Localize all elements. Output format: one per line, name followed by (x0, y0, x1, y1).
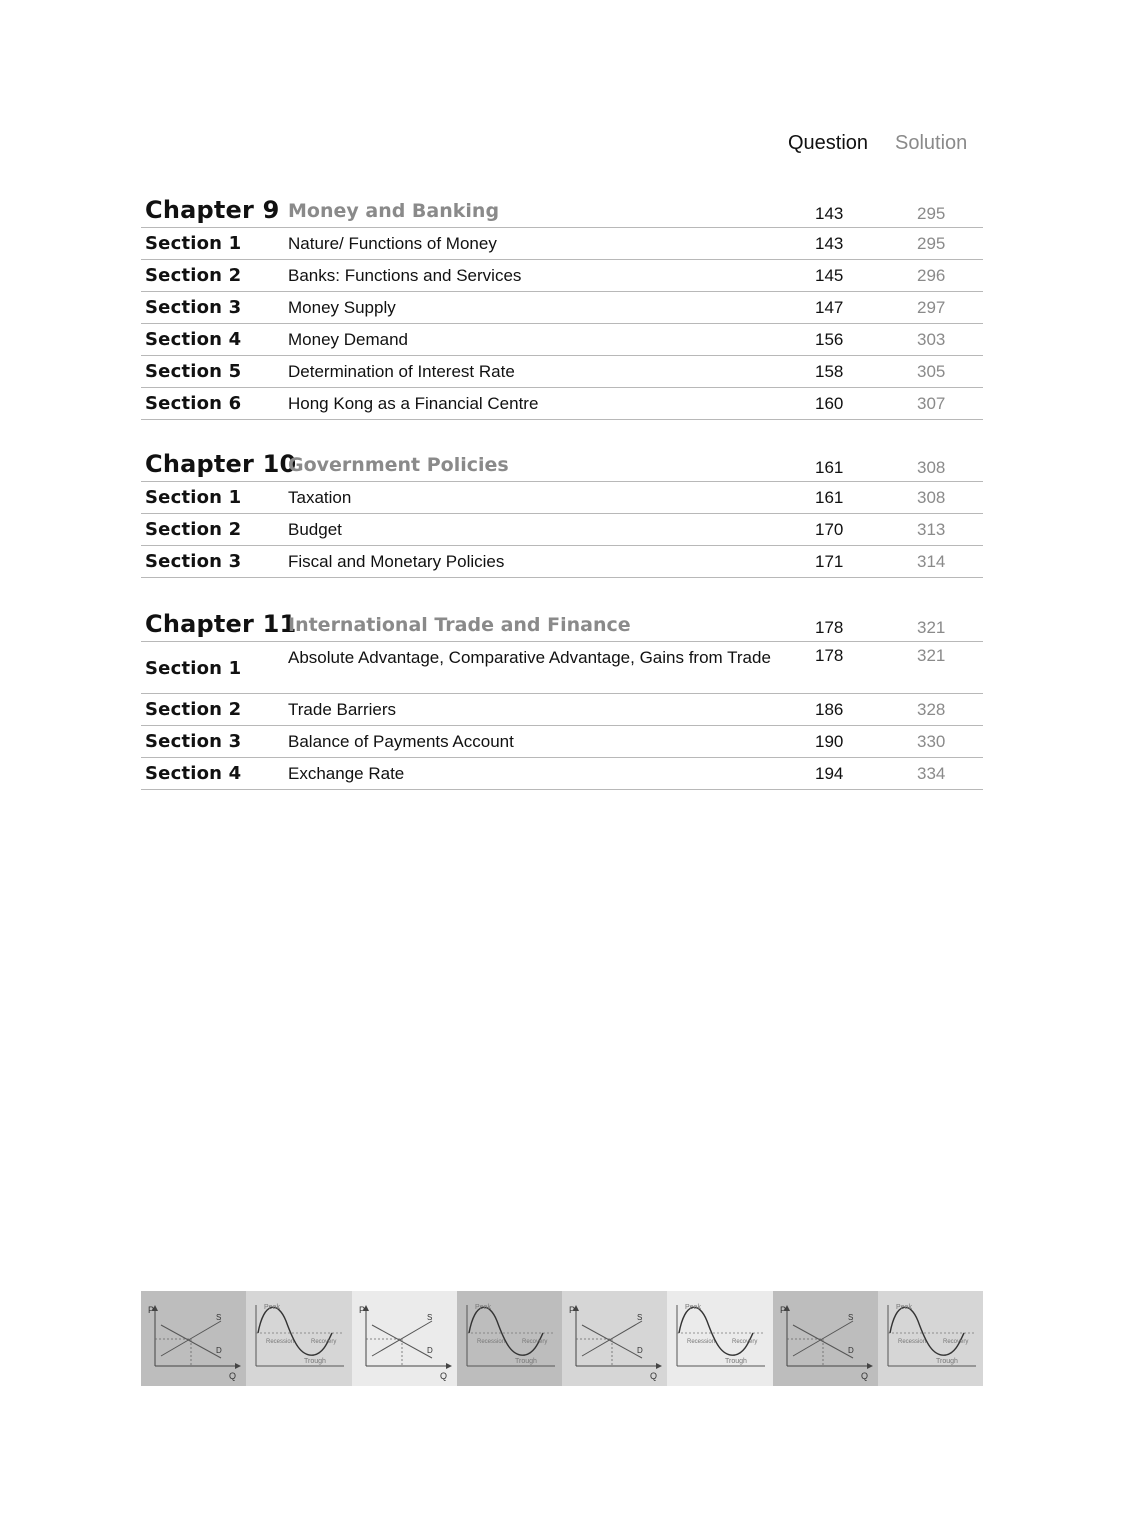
section-title: Hong Kong as a Financial Centre (288, 394, 539, 413)
section-title: Trade Barriers (288, 700, 397, 719)
chapter-title: International Trade and Finance (288, 614, 631, 636)
supply-demand-graph-icon (352, 1291, 457, 1386)
question-page: 170 (815, 519, 844, 539)
section-title: Balance of Payments Account (288, 732, 514, 751)
supply-demand-graph-tile (773, 1291, 878, 1386)
section-label: Section 1 (145, 487, 242, 508)
business-cycle-graph-tile (878, 1291, 983, 1386)
question-page: 178 (815, 646, 844, 665)
section-label: Section 4 (145, 763, 242, 784)
section-row[interactable] (141, 292, 983, 324)
supply-demand-graph-icon (773, 1291, 878, 1386)
solution-page: 295 (917, 204, 946, 223)
supply-demand-graph-tile (141, 1291, 246, 1386)
section-label: Section 3 (145, 297, 242, 318)
section-label: Section 4 (145, 329, 242, 350)
question-page: 145 (815, 265, 844, 285)
question-page: 186 (815, 699, 844, 719)
section-title: Nature/ Functions of Money (288, 234, 497, 253)
question-page: 158 (815, 361, 844, 381)
chapter-label: Chapter 9 (145, 196, 280, 224)
supply-label: S (847, 1313, 853, 1322)
supply-demand-graph-tile (352, 1291, 457, 1386)
business-cycle-graph-icon (457, 1291, 562, 1386)
column-headers (780, 132, 985, 162)
recession-label: Recession (687, 1339, 716, 1345)
solution-page: 328 (917, 699, 946, 719)
chapter-heading-row[interactable] (141, 449, 983, 482)
supply-label: S (637, 1313, 643, 1322)
solution-page: 305 (917, 361, 946, 381)
supply-label: S (426, 1313, 432, 1322)
solution-page: 303 (917, 329, 946, 349)
section-row[interactable] (141, 546, 983, 578)
chapter-label: Chapter 11 (145, 610, 297, 638)
recovery-label: Recovery (732, 1339, 758, 1345)
section-title: Fiscal and Monetary Policies (288, 552, 505, 571)
solution-page: 307 (917, 393, 946, 413)
question-page: 178 (815, 618, 844, 637)
section-row[interactable] (141, 758, 983, 790)
question-page: 171 (815, 551, 844, 571)
price-axis-label: P (569, 1305, 576, 1315)
quantity-axis-label: Q (650, 1371, 658, 1381)
peak-label: Peak (264, 1304, 281, 1311)
solution-column-header: Solution (895, 132, 968, 154)
recovery-label: Recovery (521, 1339, 548, 1345)
supply-demand-graph-icon (141, 1291, 246, 1386)
solution-page: 334 (917, 763, 946, 783)
peak-label: Peak (895, 1304, 912, 1311)
trough-label: Trough (725, 1358, 748, 1365)
chapter-label: Chapter 10 (145, 450, 297, 478)
question-page: 161 (815, 487, 844, 507)
price-axis-label: P (779, 1305, 786, 1315)
business-cycle-graph-tile (667, 1291, 772, 1386)
recession-label: Recession (266, 1339, 295, 1345)
recession-label: Recession (897, 1339, 926, 1345)
section-row[interactable] (141, 514, 983, 546)
section-label: Section 3 (145, 551, 242, 572)
demand-label: D (637, 1346, 643, 1355)
solution-page: 296 (917, 265, 946, 285)
section-title: Budget (288, 520, 342, 539)
supply-label: S (216, 1313, 222, 1322)
question-page: 156 (815, 329, 844, 349)
section-title: Banks: Functions and Services (288, 266, 522, 285)
quantity-axis-label: Q (439, 1371, 447, 1381)
recession-label: Recession (476, 1339, 505, 1345)
section-title: Absolute Advantage, Comparative Advantage, Gains from Trade (288, 648, 771, 667)
demand-label: D (216, 1346, 222, 1355)
section-label: Section 5 (145, 361, 242, 382)
section-row[interactable] (141, 388, 983, 420)
section-label: Section 3 (145, 731, 242, 752)
supply-demand-graph-icon (562, 1291, 667, 1386)
business-cycle-graph-icon (878, 1291, 983, 1386)
solution-page: 308 (917, 487, 946, 507)
chapter-title: Government Policies (288, 454, 509, 476)
price-axis-label: P (358, 1305, 365, 1315)
section-label: Section 1 (145, 658, 242, 679)
solution-page: 313 (917, 519, 946, 539)
section-row[interactable] (141, 228, 983, 260)
solution-page: 330 (917, 731, 946, 751)
section-row[interactable] (141, 482, 983, 514)
section-label: Section 2 (145, 519, 242, 540)
question-column-header: Question (788, 132, 869, 154)
trough-label: Trough (514, 1358, 537, 1365)
business-cycle-graph-icon (246, 1291, 351, 1386)
business-cycle-graph-icon (667, 1291, 772, 1386)
chapter-title: Money and Banking (288, 200, 500, 222)
section-label: Section 2 (145, 265, 242, 286)
section-row[interactable] (141, 356, 983, 388)
question-page: 160 (815, 393, 844, 413)
question-page: 161 (815, 458, 844, 477)
section-title: Money Demand (288, 330, 409, 349)
solution-page: 321 (917, 618, 946, 637)
recovery-label: Recovery (942, 1339, 969, 1345)
section-title: Taxation (288, 488, 352, 507)
section-row[interactable] (141, 324, 983, 356)
business-cycle-graph-tile (457, 1291, 562, 1386)
question-page: 194 (815, 763, 844, 783)
quantity-axis-label: Q (229, 1371, 237, 1381)
question-page: 190 (815, 731, 844, 751)
question-page: 143 (815, 204, 844, 223)
section-row[interactable] (141, 260, 983, 292)
demand-label: D (847, 1346, 854, 1355)
section-row[interactable] (141, 726, 983, 758)
quantity-axis-label: Q (860, 1371, 868, 1381)
question-page: 147 (815, 297, 844, 317)
question-page: 143 (815, 233, 844, 253)
section-title: Exchange Rate (288, 764, 405, 783)
solution-page: 314 (917, 551, 946, 571)
section-title: Determination of Interest Rate (288, 362, 515, 381)
section-label: Section 6 (145, 393, 242, 414)
section-row[interactable] (141, 642, 983, 694)
business-cycle-graph-tile (246, 1291, 351, 1386)
trough-label: Trough (935, 1358, 958, 1365)
solution-page: 321 (917, 646, 946, 665)
demand-label: D (426, 1346, 433, 1355)
chapter-heading-row[interactable] (141, 609, 983, 642)
section-label: Section 2 (145, 699, 242, 720)
chapter-heading-row[interactable] (141, 195, 983, 228)
peak-label: Peak (685, 1304, 702, 1311)
price-axis-label: P (148, 1305, 155, 1315)
section-title: Money Supply (288, 298, 396, 317)
chapter-9-block (141, 195, 983, 420)
solution-page: 308 (917, 458, 946, 477)
recovery-label: Recovery (311, 1339, 337, 1345)
decorative-graph-strip (141, 1291, 983, 1386)
solution-page: 295 (917, 233, 946, 253)
chapter-11-block (141, 609, 983, 790)
section-row[interactable] (141, 694, 983, 726)
chapter-10-block (141, 449, 983, 578)
solution-page: 297 (917, 297, 946, 317)
supply-demand-graph-tile (562, 1291, 667, 1386)
trough-label: Trough (304, 1358, 327, 1365)
section-label: Section 1 (145, 233, 242, 254)
peak-label: Peak (474, 1304, 491, 1311)
